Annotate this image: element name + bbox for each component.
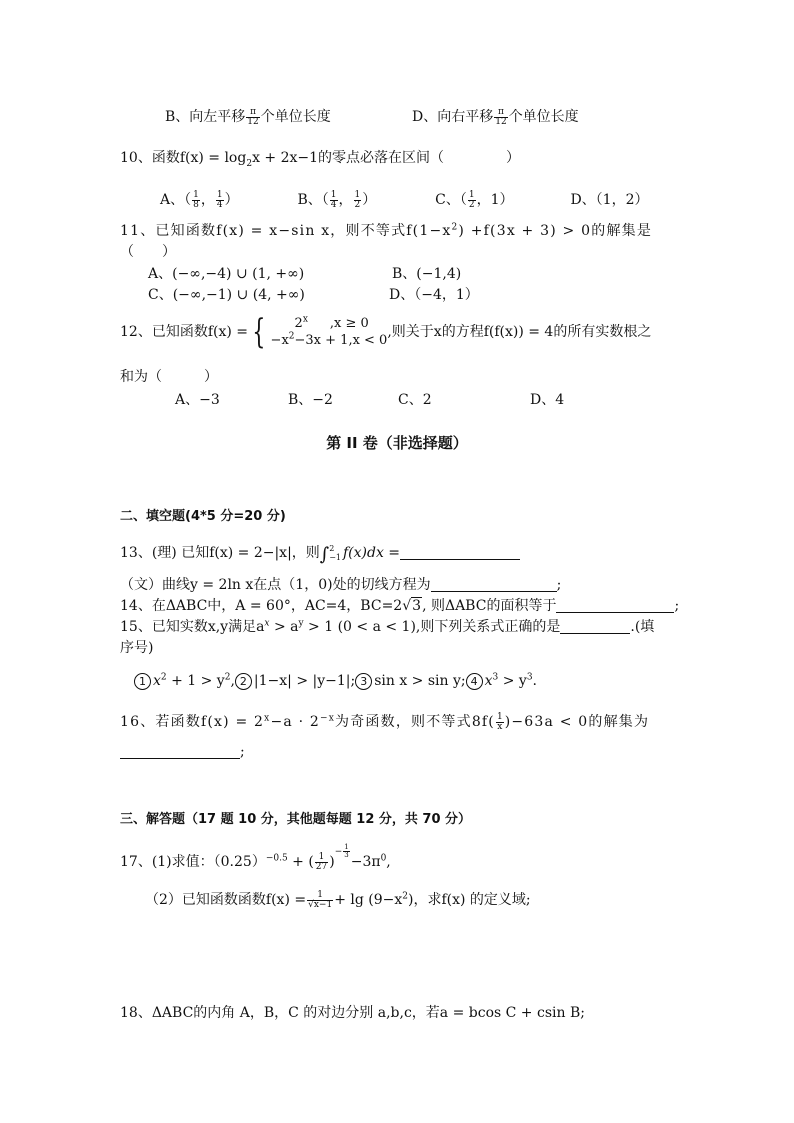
q12-option-b: B、−2 bbox=[288, 392, 333, 408]
circled-number-2: 2 bbox=[235, 673, 252, 690]
q11-option-c: C、(−∞,−1) ∪ (4, +∞) bbox=[148, 287, 305, 303]
sqrt-symbol: √ bbox=[308, 899, 314, 910]
q13-li: 13、(理) 已知f(x) = 2−|x|，则∫ 2 −1 f(x)dx = bbox=[120, 543, 520, 565]
q10-option-c: C、（ $\frac{1}{2}$ ，1） bbox=[435, 189, 514, 210]
q16-line2: ; bbox=[120, 742, 245, 762]
q11-option-a: A、(−∞,−4) ∪ (1, +∞) bbox=[148, 266, 305, 282]
circled-number-3: 3 bbox=[355, 673, 372, 690]
q10-options bbox=[160, 190, 649, 210]
q10-option-a: A、（ $\frac{1}{8}$ ， $\frac{1}{4}$ ） bbox=[160, 189, 239, 210]
q17-part1: 17、(1)求值：$(0.25)^{-0.5}$ + ( $\frac{1}{27}$ )$^{- \frac{1}{3}}$ $-3\pi^0$, bbox=[120, 843, 391, 872]
q16: 16、若函数$f(x) = 2^x-a \cdot 2^{-x}$为奇函数，则不等式8f( $\frac{1}{x}$ )−63a < 0的解集为 bbox=[120, 711, 650, 732]
circled-number-4: 4 bbox=[466, 673, 483, 690]
q14: 14、在ΔABC中，A = 60°，AC=4，BC=2√3, 则ΔABC的面积等于 ; bbox=[120, 598, 680, 614]
piecewise-cases: 2$^x$ ,x ≥ 0 $-x^2-3x + 1,x < 0$ bbox=[270, 314, 388, 348]
q15-line2: 序号) bbox=[120, 640, 154, 656]
q14-answer-blank bbox=[556, 612, 674, 613]
q12-option-c: C、2 bbox=[398, 392, 432, 408]
q12-stem: 12、已知函数f(x) = { 2$^x$ ,x ≥ 0 $-x^2-3x + 1,x < 0$ ,则关于x的方程f(f(x)) = 4的所有实数根之 bbox=[120, 312, 652, 352]
q9-option-d: D、向右平移 $\frac{\pi}{12}$ 个单位长度 bbox=[412, 106, 579, 127]
section3-title: 三、解答题（17 题 10 分，其他题每题 12 分，共 70 分） bbox=[120, 812, 472, 827]
q15-options: 1 $x^2 + 1 > y^2$, 2 |1−x| > |y−1|; 3 sin x > sin y; 4 $x^3 > y^3$. bbox=[134, 671, 537, 691]
q12-option-a: A、−3 bbox=[175, 392, 220, 408]
q13-wen-answer-blank bbox=[431, 591, 557, 592]
integral-symbol: ∫ bbox=[319, 544, 330, 565]
q11-stem-end: （ ） bbox=[120, 244, 176, 260]
q12-stem-line2: 和为（ ） bbox=[120, 369, 218, 385]
q11-option-d: D、（−4，1） bbox=[389, 287, 479, 303]
q15: 15、已知实数x,y满足$a^x > a^y > 1$ (0 < a < 1),则下列关系式正确的是 .(填 bbox=[120, 618, 655, 635]
q10-stem: 10、函数$f(x) = \log_2x + 2x-1$的零点必落在区间（ ） bbox=[120, 150, 521, 169]
q13-wen: （文）曲线y = 2ln x在点（1，0)处的切线方程为 ; bbox=[120, 577, 562, 593]
q10-option-b: B、（ $\frac{1}{4}$ ， $\frac{1}{2}$ ） bbox=[297, 189, 377, 210]
brace-symbol: { bbox=[252, 312, 266, 352]
q9-option-b: B、向左平移 $\frac{\pi}{12}$ 个单位长度 bbox=[165, 106, 331, 127]
q11-stem: 11、已知函数f(x) = x−sin x，则不等式$f(1-x^2) +f(3x + 3) > 0$的解集是 bbox=[120, 222, 653, 239]
q11-option-b: B、(−1,4) bbox=[392, 266, 462, 282]
part2-title: 第 II 卷（非选择题） bbox=[326, 434, 468, 452]
sqrt-symbol: √ bbox=[402, 598, 412, 614]
q18: 18、ΔABC的内角 A，B，C 的对边分别 a,b,c，若a = bcos C + csin B; bbox=[120, 1005, 585, 1021]
section2-title: 二、填空题(4*5 分=20 分) bbox=[120, 509, 286, 524]
q12-option-d: D、4 bbox=[530, 392, 565, 408]
q10-option-d: D、（1，2） bbox=[570, 192, 649, 208]
q15-answer-blank bbox=[560, 633, 630, 634]
q13-answer-blank bbox=[400, 559, 520, 560]
q17-part2: （2）已知函数函数f(x) = $\frac{1}{√x-1}$ + $\lg (9-x^2)$，求f(x) 的定义域; bbox=[145, 889, 531, 910]
circled-number-1: 1 bbox=[134, 673, 151, 690]
q16-answer-blank bbox=[120, 758, 240, 759]
